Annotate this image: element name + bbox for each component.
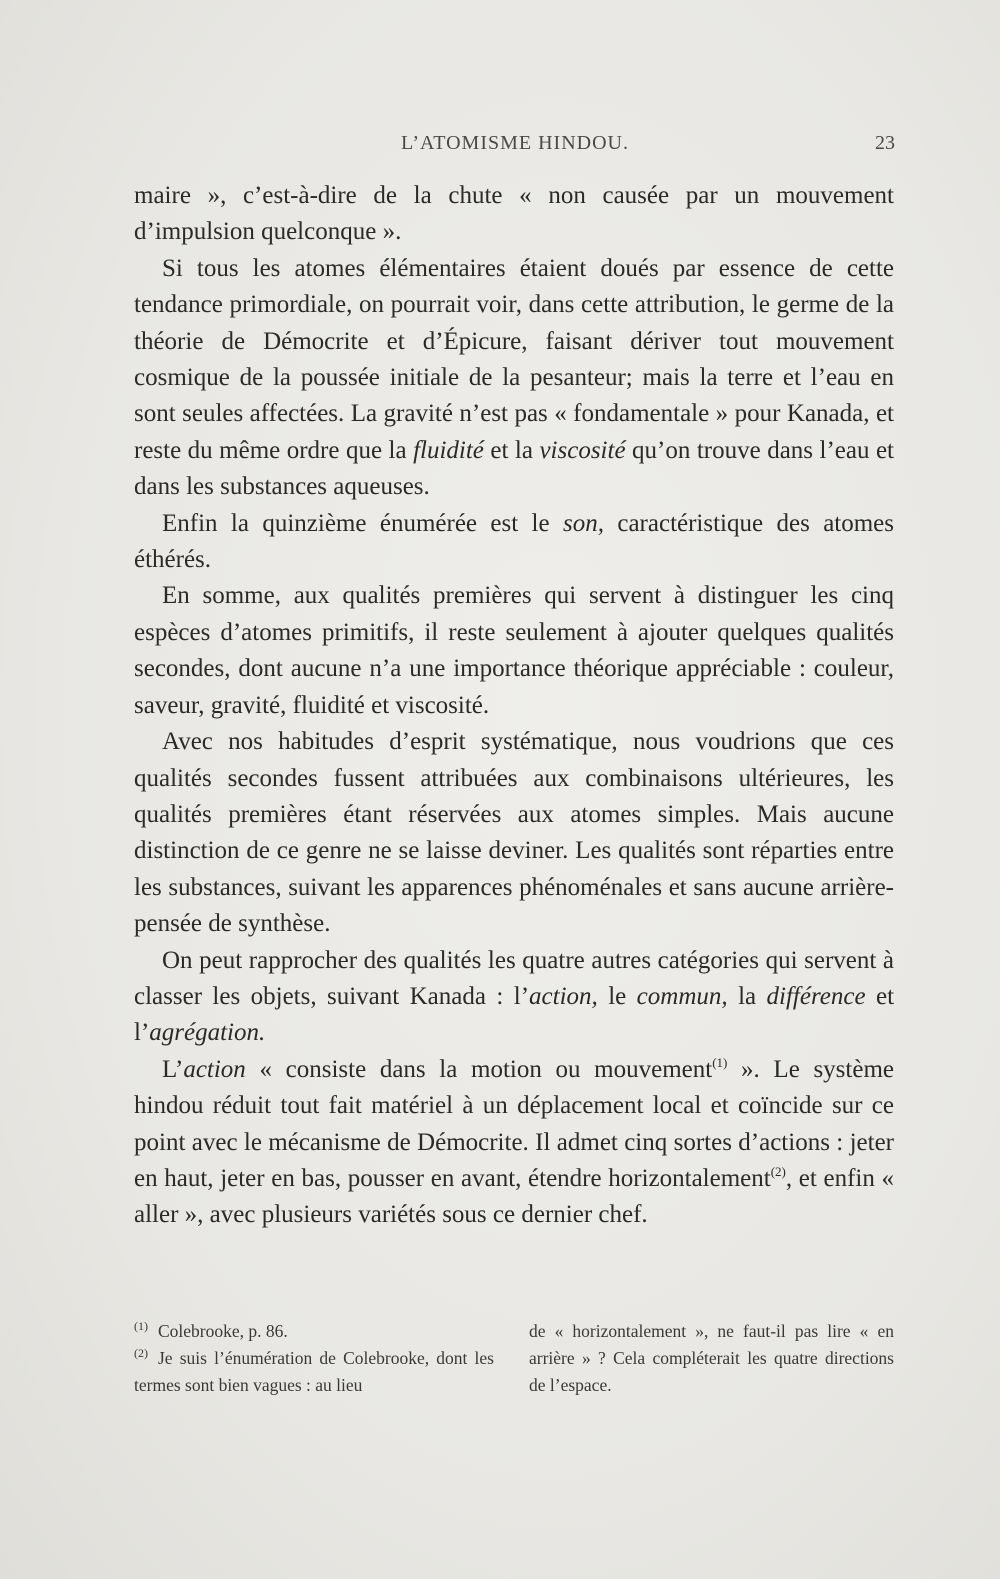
footnote-2-text-left: Je suis l’énumération de Colebrooke, dont les termes sont bien vagues : au lieu [134, 1348, 494, 1395]
footnote-ref-2[interactable]: (2) [770, 1163, 786, 1179]
footnotes-left-column [134, 1318, 494, 1399]
footnote-ref-1[interactable]: (1) [712, 1054, 728, 1070]
footnote-2-text-right: de « horizontalement », ne faut-il pas lire « en arrière » ? Cela compléterait les quatre directions de l’espace. [529, 1321, 894, 1395]
page-number: 23 [875, 132, 895, 154]
paragraph-3 [134, 506, 894, 579]
p6-italic-agregation: agrégation. [149, 1019, 266, 1047]
p6-text-1: On peut rapprocher des qualités les quatre autres catégories qui servent à classer les objets, suivant Kanada : l’ [134, 946, 894, 1010]
paragraph-2 [134, 251, 894, 506]
body-text [134, 178, 894, 1234]
footnote-2-marker: (2) [134, 1346, 148, 1360]
paragraph-4 [134, 578, 894, 724]
p7-text-3: ». Le système hindou réduit tout fait matériel à un déplacement local et coïncide sur ce point avec le mécanisme de Démocrite. Il admet cinq sortes d’actions : jeter en haut, jeter en bas, pousser en avant, étendre horizontalement [134, 1055, 894, 1192]
footnote-1-text: Colebrooke, p. 86. [158, 1321, 288, 1341]
p6-italic-commun: commun, [636, 982, 728, 1010]
p6-italic-action: action, [529, 982, 598, 1010]
p4-text: En somme, aux qualités premières qui servent à distinguer les cinq espèces d’atomes primitifs, il reste seulement à ajouter quelques qualités secondes, dont aucune n’a une importance théorique appréciable : couleur, saveur, gravité, fluidité et viscosité. [134, 582, 894, 719]
p2-text-2: et la [490, 436, 533, 464]
footnote-2-continued [529, 1318, 894, 1399]
paragraph-5 [134, 724, 894, 942]
footnotes [134, 1318, 894, 1399]
footnote-1 [134, 1318, 494, 1345]
footnote-1-marker: (1) [134, 1319, 148, 1333]
p3-text-2: caractéristique des atomes éthérés. [134, 509, 895, 574]
p5-text: Avec nos habitudes d’esprit systématique, nous voudrions que ces qualités secondes fussent attribuées aux combinaisons ultérieures, les qualités premières étant réservées aux atomes simples. Mais aucune distinction de ce genre ne se laisse deviner. Les qualités sont réparties entre les substances, suivant les apparences phénoménales et sans aucune arrière-pensée de synthèse. [134, 728, 894, 938]
p2-text-3: qu’on trouve dans l’eau et dans les substances aqueuses. [134, 436, 894, 501]
footnote-2 [134, 1345, 494, 1399]
p2-italic-viscosite: viscosité [539, 436, 626, 464]
running-head [135, 132, 895, 162]
p7-text-4: , et enfin « aller », avec plusieurs variétés sous ce dernier chef. [134, 1164, 894, 1229]
p7-text-2: « consiste dans la motion ou mouvement [259, 1055, 713, 1083]
p3-text-1: Enfin la quinzième énumérée est le [162, 509, 550, 537]
paragraph-7 [134, 1052, 894, 1234]
paragraph-1 [134, 178, 894, 251]
paragraph-6 [134, 943, 894, 1052]
p6-text-4: et l’ [134, 982, 895, 1047]
p7-text-1: L’ [162, 1055, 184, 1083]
p2-italic-fluidite: fluidité [413, 436, 484, 464]
p3-italic-son: son, [562, 509, 604, 537]
p6-text-3: la [738, 982, 757, 1010]
p7-italic-action: action [183, 1055, 246, 1083]
p6-text-2: le [608, 982, 627, 1010]
p2-text-1: Si tous les atomes élémentaires étaient doués par essence de cette tendance primordiale, on pourrait voir, dans cette attribution, le germe de la théorie de Démocrite et d’Épicure, faisant dériver tout mouvement cosmique de la poussée initiale de la pesanteur; mais la terre et l’eau en sont seules affectées. La gravité n’est pas « fondamentale » pour Kanada, et reste du même ordre que la [134, 254, 894, 464]
p1-text: maire », c’est-à-dire de la chute « non causée par un mouvement d’impulsion quelconque ». [134, 182, 894, 246]
footnotes-right-column [529, 1318, 894, 1399]
running-title: L’ATOMISME HINDOU. [400, 132, 629, 154]
p6-italic-difference: différence [766, 982, 866, 1010]
